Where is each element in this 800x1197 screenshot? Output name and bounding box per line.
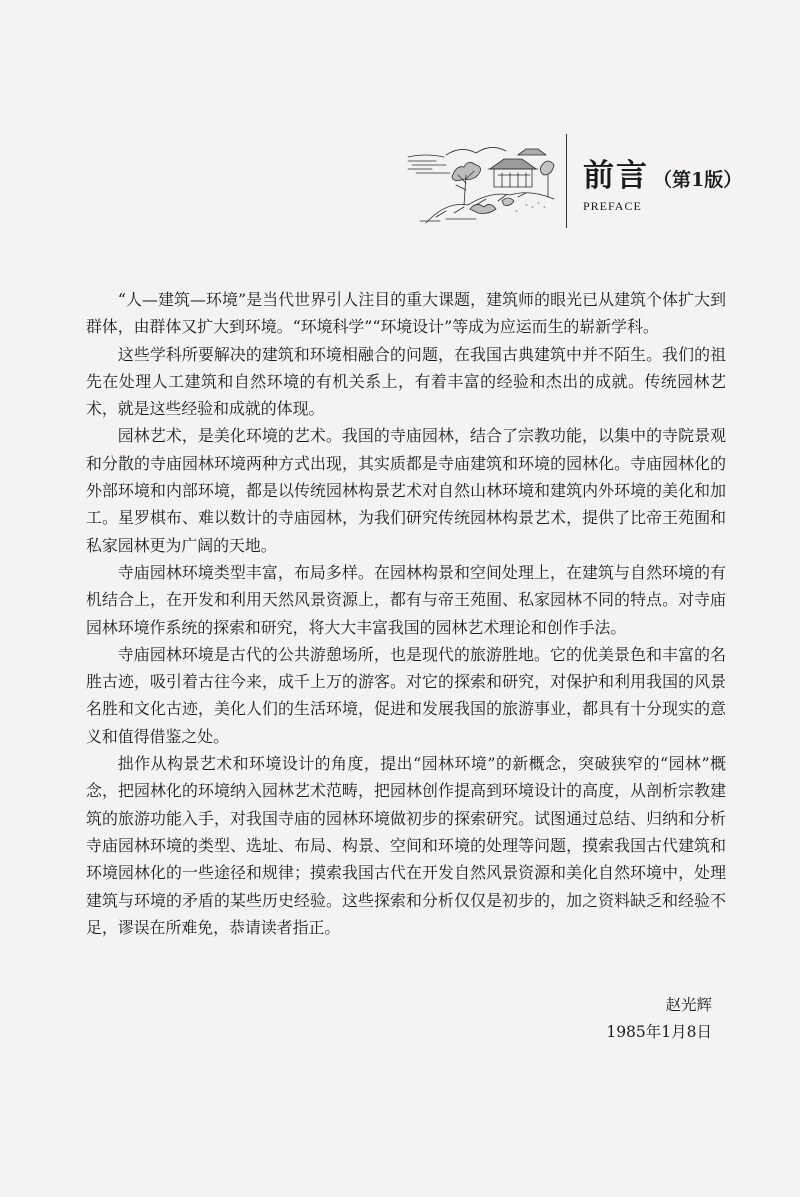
paragraph-4: 寺庙园林环境类型丰富，布局多样。在园林构景和空间处理上，在建筑与自然环境的有机结合上，在开发和利用天然风景资源上，都有与帝王苑囿、私家园林不同的特点。对寺庙园林环境作系统的探索和研究，将大大丰富我国的园林艺术理论和创作手法。 <box>86 562 726 637</box>
paragraph-2: 这些学科所要解决的建筑和环境相融合的问题，在我国古典建筑中并不陌生。我们的祖先在处理人工建筑和自然环境的有机关系上，有着丰富的经验和杰出的成就。传统园林艺术，就是这些经验和成就的体现。 <box>86 344 726 419</box>
title-edition: （第1版） <box>653 169 743 191</box>
signature-date: 1985年1月8日 <box>606 1023 712 1041</box>
page-title <box>583 150 742 195</box>
paragraph-1: “人—建筑—环境”是当代世界引人注目的重大课题，建筑师的眼光已从建筑个体扩大到群体，由群体又扩大到环境。“环境科学”“环境设计”等成为应运而生的崭新学科。 <box>86 290 726 337</box>
header-illustration <box>406 135 556 225</box>
paragraph-5: 寺庙园林环境是古代的公共游憩场所，也是现代的旅游胜地。它的优美景色和丰富的名胜古迹，吸引着古往今来，成千上万的游客。对它的探索和研究，对保护和利用我国的风景名胜和文化古迹，美化人们的生活环境，促进和发展我国的旅游事业，都具有十分现实的意义和值得借鉴之处。 <box>86 644 726 746</box>
paragraph-3: 园林艺术，是美化环境的艺术。我国的寺庙园林，结合了宗教功能，以集中的寺院景观和分散的寺庙园林环境两种方式出现，其实质都是寺庙建筑和环境的园林化。寺庙园林化的外部环境和内部环境，都是以传统园林构景艺术对自然山林环境和建筑内外环境的美化和加工。星罗棋布、难以数计的寺庙园林，为我们研究传统园林构景艺术，提供了比帝王苑囿和私家园林更为广阔的天地。 <box>86 426 726 555</box>
signature-block <box>606 992 712 1046</box>
author-name: 赵光辉 <box>665 996 712 1014</box>
title-english: PREFACE <box>583 199 642 213</box>
title-main: 前言 <box>583 158 649 194</box>
preface-body <box>86 286 726 941</box>
paragraph-6: 拙作从构景艺术和环境设计的角度，提出“园林环境”的新概念，突破狭窄的“园林”概念，把园林化的环境纳入园林艺术范畴，把园林创作提高到环境设计的高度，从剖析宗教建筑的旅游功能入手，对我国寺庙的园林环境做初步的探索研究。试图通过总结、归纳和分析寺庙园林环境的类型、选址、布局、构景、空间和环境的处理等问题，摸索我国古代建筑和环境园林化的一些途径和规律；摸索我国古代在开发自然风景资源和美化自然环境中，处理建筑与环境的矛盾的某些历史经验。这些探索和分析仅仅是初步的，加之资料缺乏和经验不足，谬误在所难免，恭请读者指正。 <box>86 754 726 937</box>
header-divider <box>566 134 567 228</box>
